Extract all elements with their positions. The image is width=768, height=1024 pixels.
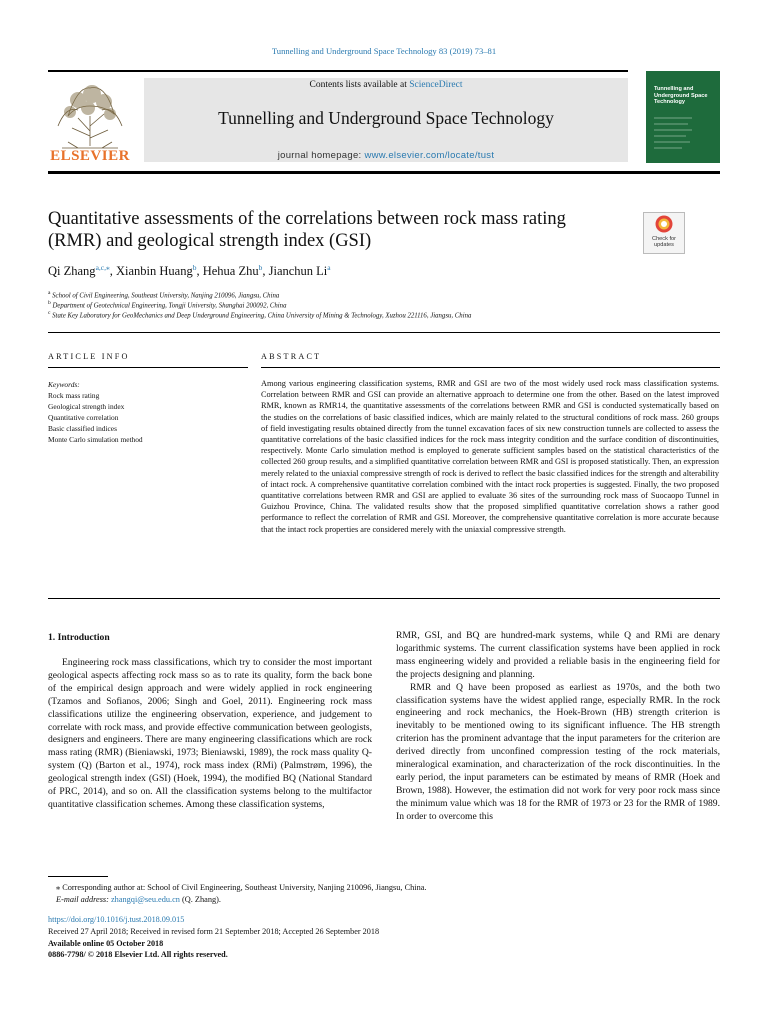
email-link[interactable]: zhangqi@seu.edu.cn	[111, 895, 180, 904]
header-rule	[48, 70, 628, 72]
author-affiliation-mark: a,c,⁎	[95, 263, 110, 272]
email-label: E-mail address:	[56, 895, 111, 904]
introduction-heading: 1. Introduction	[48, 632, 110, 643]
body-left-column	[48, 657, 372, 812]
journal-homepage	[144, 150, 628, 161]
check-updates-icon	[654, 214, 674, 234]
check-updates-label: Check for updates	[652, 236, 676, 248]
affiliation-mark: b	[48, 300, 51, 306]
keyword: Monte Carlo simulation method	[48, 435, 143, 444]
affiliation	[48, 310, 471, 319]
keyword: Quantitative correlation	[48, 413, 119, 422]
corresponding-author: ⁎ Corresponding author at: School of Civil Engineering, Southeast University, Nanjing 210096, Jiangsu, China.	[56, 883, 427, 892]
masthead-rule	[48, 171, 720, 174]
corresponding-footnote	[48, 882, 548, 906]
section-rule	[48, 332, 720, 333]
paper-title: Quantitative assessments of the correlations between rock mass rating (RMR) and geological strength index (GSI)	[48, 209, 566, 251]
journal-cover-title: Tunnelling and Underground Space Technology	[654, 86, 708, 105]
affiliation-text: School of Civil Engineering, Southeast University, Nanjing 210096, Jiangsu, China	[52, 292, 280, 300]
author-affiliation-mark: b	[192, 263, 197, 272]
journal-title: Tunnelling and Underground Space Technology	[218, 108, 554, 128]
publisher-logo-text: ELSEVIER	[50, 148, 130, 164]
email-suffix: (Q. Zhang).	[179, 895, 221, 904]
abstract-rule	[261, 367, 720, 368]
affiliation	[48, 300, 286, 309]
contents-line	[144, 80, 628, 90]
homepage-label: journal homepage:	[277, 150, 365, 161]
author-name[interactable]: Hehua Zhu	[202, 264, 259, 279]
keyword: Basic classified indices	[48, 424, 117, 433]
keyword: Geological strength index	[48, 402, 125, 411]
sciencedirect-link[interactable]: ScienceDirect	[409, 80, 463, 90]
author-name[interactable]: Xianbin Huang	[115, 264, 193, 279]
article-info-rule	[48, 367, 248, 368]
journal-reference[interactable]: Tunnelling and Underground Space Technology 83 (2019) 73–81	[271, 46, 497, 56]
affiliation-mark: a	[48, 290, 51, 296]
affiliation-text: State Key Laboratory for GeoMechanics and Deep Underground Engineering, China University of Mining & Technology, Xuzhou 221116, Jiangsu, China	[52, 312, 472, 320]
affiliation-text: Department of Geotechnical Engineering, Tongji University, Shanghai 200092, China	[52, 302, 287, 310]
body-right-column	[396, 630, 720, 824]
body-paragraph: RMR, GSI, and BQ are hundred-mark systems, while Q and RMi are denary logarithmic systems. The current classification systems have been applied in rock mass engineering widely and provided a reliable basis in the engineering field for the projects designing and planning.	[396, 630, 720, 680]
affiliation-mark: c	[48, 310, 51, 316]
abstract-heading: ABSTRACT	[261, 352, 322, 361]
author-affiliation-mark: a	[327, 263, 331, 272]
keywords-label: Keywords:	[48, 380, 80, 389]
copyright: 0886-7798/ © 2018 Elsevier Ltd. All rights reserved.	[48, 950, 228, 960]
author-name[interactable]: Qi Zhang	[48, 264, 96, 279]
author-list: Qi Zhang$^{a,c,⁎}$, Xianbin Huang$^b$, Hehua Zhu$^b$, Jianchun Li$^a$	[48, 263, 331, 279]
received-dates: Received 27 April 2018; Received in revised form 21 September 2018; Accepted 26 September 2018	[48, 926, 380, 936]
author-affiliation-mark: b	[258, 263, 263, 272]
body-paragraph: Engineering rock mass classifications, which try to consider the most important geological aspects affecting rock mass so as to rate its quality, form the back bone of the empirical design approach and were widely applied in rock engineering (Tzamos and Sofianos, 2006; Singh and Goel, 2011). Engineering rock mass classifications utilize the engineering observation, experience, and judgement to correlate with rock mass, and provide effective communication between geologists, designers and engineers. There are many engineering classifications which are rock mass rating (RMR) (Bieniawski, 1973; Bieniawski, 1989), the rock mass quality Q-system (Q) (Barton et al., 1974), rock mass index (RMi) (Palmstrøm, 1996), the geological strength index (GSI) (Hoek, 1994), the modified BQ (National Standard of PRC, 2014), and so on. All the classification systems belong to the multifactor quantitative classification schemes. Among these classification systems,	[48, 657, 372, 810]
article-metadata	[48, 914, 648, 961]
affiliation	[48, 290, 279, 299]
body-paragraph: RMR and Q have been proposed as earliest as 1970s, and the both two classification systems have the widest applied range, especially RMR. In the rock engineering and rock mechanics, the Hoek-Brown (HB) strength criterion is inevitably to be mentioned owing to its significant influence. The HB strength criterion has the prominent advantage that the input parameters for the criterion are derived directly from unconfined compression testing of the rock materials, mineralogical examination, and characterization of the rock discontinuities. In the early period, the input parameters can be estimated by means of RMR (Hoek and Brown, 1988). However, the estimation did not work for very poor rock mass since the minimum value which was 18 for the RMR of 1973 or 23 for the RMR of 1989. In order to overcome this	[396, 681, 720, 822]
doi-link[interactable]: https://doi.org/10.1016/j.tust.2018.09.015	[48, 915, 185, 924]
homepage-link[interactable]: www.elsevier.com/locate/tust	[364, 150, 495, 161]
article-info-heading: ARTICLE INFO	[48, 352, 130, 361]
keywords-block	[48, 379, 248, 445]
abstract-text: Among various engineering classification systems, RMR and GSI are two of the most widely used rock mass classification systems. Correlation between RMR and GSI can provide an alternative approach to determine one from the other. Based on the latest improved RMR, known as RMR14, the quantitative assessments of the correlations between RMR and GSI is conducted systematically based on the studies on the correlations of basic classified indices, which are mainly related to the structural conditions of rock mass. 260 groups of field investigating results obtained directly from the tunnel excavation faces of six new construction tunnels are collected to assess the quantitative correlations of the basic classified indices for the rock mass integrity condition and the surface condition of discontinuities, respectively. Monte Carlo simulation method is employed to generate sufficient samples based on the statistical characteristics of the collected 260 group results, and a simplified quantitative correlation between RMR and GSI is proposed statistically. Then, an expression merely related to the uniaxial compressive strength of rock is derived to reflect the basic classified indices for the strength and alterability of intact rock. A comprehensive quantitative correlation combined with the intact rock properties is suggested. Finally, the two proposed quantitative correlations between RMR and GSI are applied to evaluate 36 sites of the surrounding rock mass of Suocaopo Tunnel in Guizhou Province, China. The validated results show that the proposed simplified quantitative correlation shows a rather good performance to reflect the correlation of RMR and GSI. Moreover, the comprehensive quantitative correlation is more accurate because that the intact rock properties are considered merely with the uniaxial compressive strength.	[261, 379, 719, 534]
available-online: Available online 05 October 2018	[48, 938, 164, 948]
author-name[interactable]: Jianchun Li	[268, 264, 328, 279]
keyword: Rock mass rating	[48, 391, 100, 400]
cover-lines-decoration	[652, 114, 716, 158]
contents-prefix: Contents lists available at	[309, 80, 410, 90]
abstract-end-rule	[48, 598, 720, 599]
footnote-rule	[48, 876, 108, 877]
